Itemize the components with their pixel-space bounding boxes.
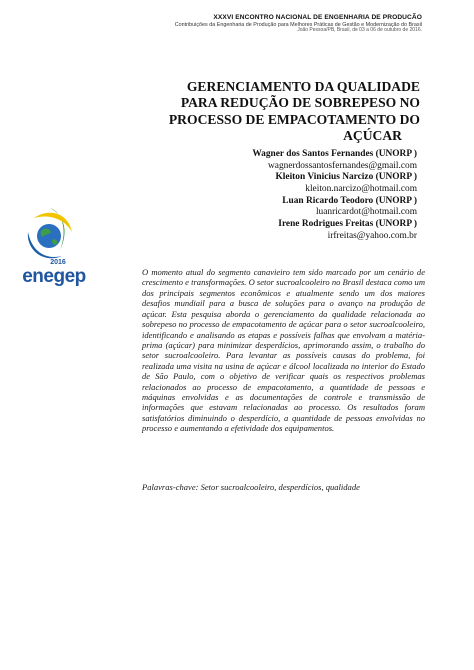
author-email: wagnerdossantosfernandes@gmail.com xyxy=(268,160,417,171)
conference-subtitle: Contribuições da Engenharia de Produção para Melhores Práticas de Gestão e Modernização do Brasil xyxy=(174,21,422,28)
author-name: Luan Ricardo Teodoro (UNORP ) xyxy=(282,195,417,206)
author-name: Kleiton Vinicius Narcizo (UNORP ) xyxy=(275,172,417,183)
author-list xyxy=(117,149,417,242)
author-email: irfreitas@yahoo.com.br xyxy=(327,230,417,241)
author-email: kleiton.narcizo@hotmail.com xyxy=(305,183,417,194)
author-name: Irene Rodrigues Freitas (UNORP ) xyxy=(278,218,417,229)
title-line: PROCESSO DE EMPACOTAMENTO DO xyxy=(168,111,420,127)
title-line: PARA REDUÇÃO DE SOBREPESO NO xyxy=(180,95,420,111)
author-email: luanricardot@hotmail.com xyxy=(315,207,417,218)
conference-title: XXXVI ENCONTRO NACIONAL DE ENGENHARIA DE PRODUCÃO xyxy=(213,14,422,21)
keywords-text: Palavras-chave: Setor sucroalcooleiro, desperdícios, qualidade xyxy=(142,482,360,492)
conference-place-date: João Pessoa/PB, Brasil, de 03 a 06 de outubro de 2016. xyxy=(297,26,422,33)
enegep-logo-graphic xyxy=(10,198,98,288)
enegep-logo xyxy=(10,198,98,288)
conference-header xyxy=(122,14,422,34)
abstract-text: O momento atual do segmento canavieiro tem sido marcado por um cenário de crescimento e transformações. O setor sucroalcooleiro no Brasil destaca como um dos principais segmentos econômicos e atualmente sendo um dos maiores desafios mundiail para a busca de soluções para o avanço na produção de açúcar. Esta pesquisa aborda o gerenciamento da qualidade relacionada ao sobrepeso no processo de empacotamento de açúcar para o setor sucroalcooleiro, identificando e analisando as etapas e possíveis falhas que envolvam a matéria-prima (açúcar) para minimizar desperdícios, aprimorando assim, o trabalho do setor sucroalcooleiro. Para levantar as possíveis causas do problema, foi realizada uma visita na usina de açúcar e álcool localizada no interior do Estado de São Paulo, com o objetivo de verificar quais os respectivos problemas relacionados ao processo de empacotamento, a quantidade de pessoas e máquinas envolvidas e as documentações de controle e transmissão de informações que estavam relacionadas ao processo. Os resultados foram satisfatórios diminuindo o desperdício, a quantidade de pessoas envolvidas no processo e aumentando a efetividade dos equipamentos. xyxy=(142,267,425,434)
globe-icon xyxy=(37,224,61,248)
author-name: Wagner dos Santos Fernandes (UNORP ) xyxy=(252,149,417,159)
logo-year: 2016 xyxy=(50,259,66,266)
title-line: GERENCIAMENTO DA QUALIDADE xyxy=(186,79,420,94)
paper-title xyxy=(120,79,420,144)
title-line: AÇÚCAR xyxy=(343,127,402,143)
logo-wordmark: enegep xyxy=(22,266,86,287)
